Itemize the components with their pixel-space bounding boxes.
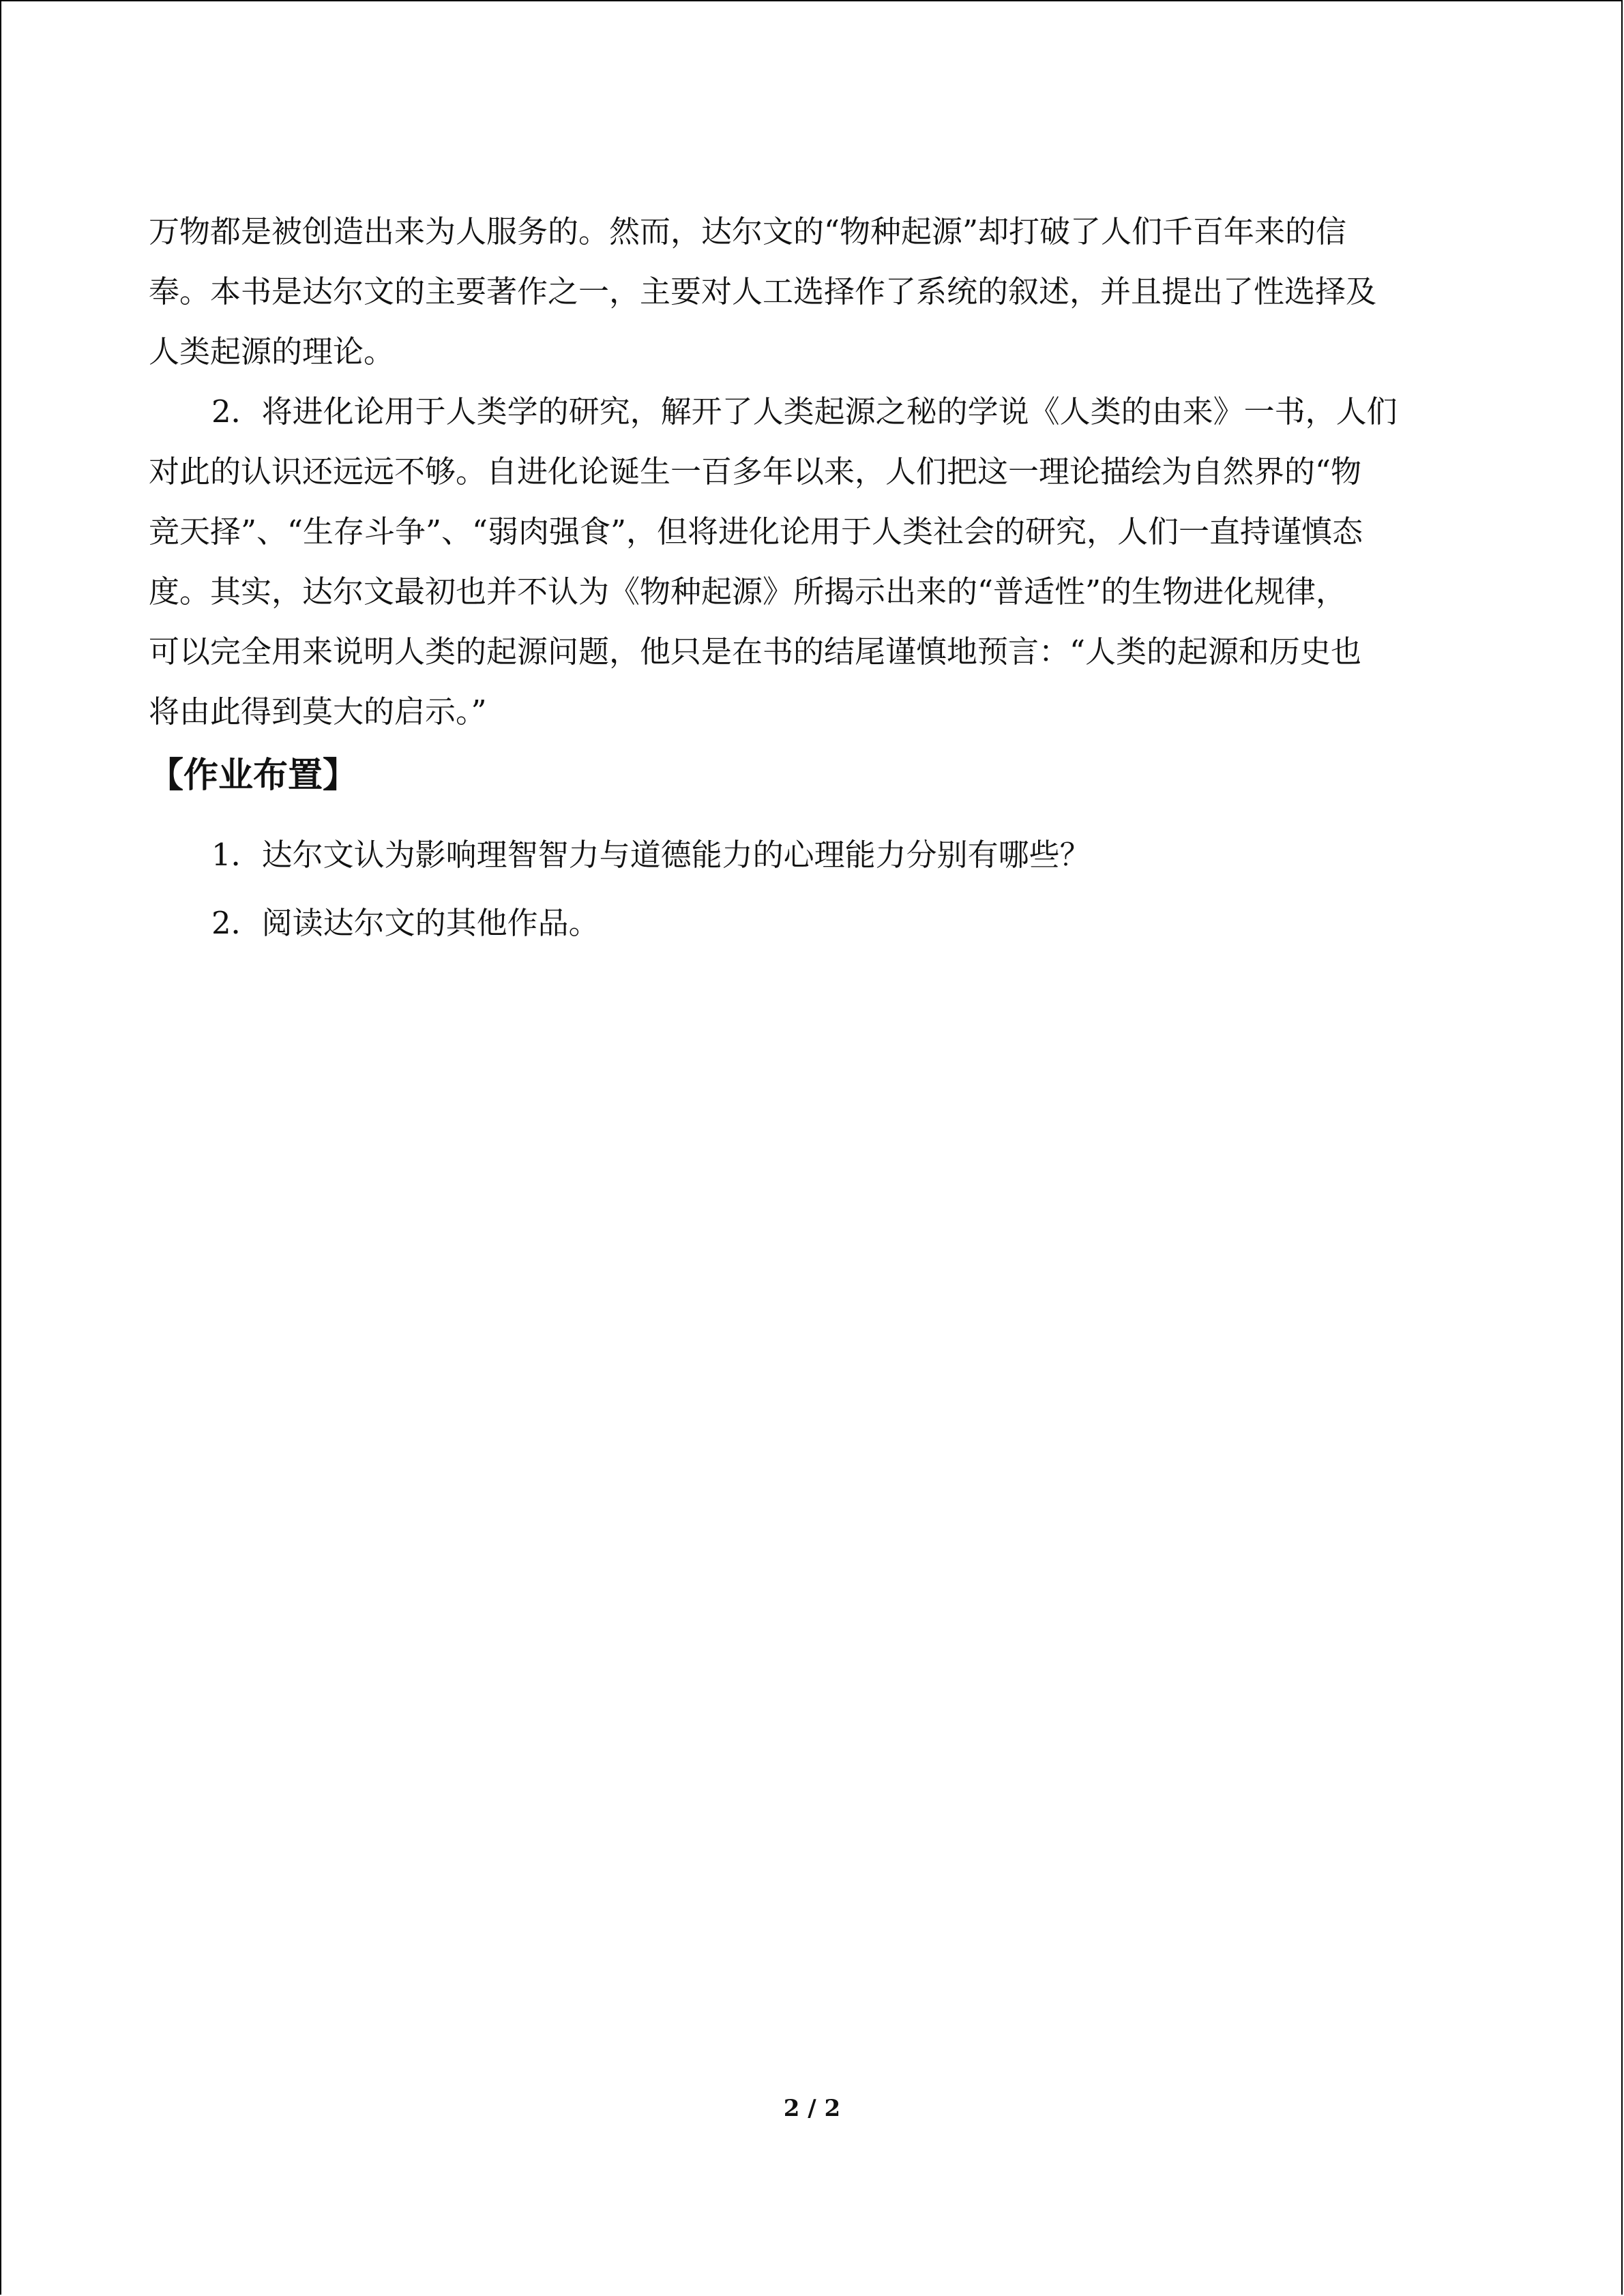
paragraph-line: 万物都是被创造出来为人服务的。然而，达尔文的“物种起源”却打破了人们千百年来的信 — [149, 213, 1347, 250]
homework-heading: 【作业布置】 — [149, 756, 358, 796]
paragraph-line: 度。其实，达尔文最初也并不认为《物种起源》所揭示出来的“普适性”的生物进化规律， — [149, 573, 1347, 610]
paragraph-1 — [149, 202, 1479, 382]
page-number: 2 / 2 — [783, 2095, 841, 2122]
paragraph-2 — [149, 382, 1479, 742]
paragraph-line: 竞天择”、“生存斗争”、“弱肉强食”，但将进化论用于人类社会的研究，人们一直持谨慎态 — [149, 513, 1363, 550]
paragraph-line: 可以完全用来说明人类的起源问题，他只是在书的结尾谨慎地预言：“人类的起源和历史也 — [149, 633, 1362, 670]
paragraph-line: 奉。本书是达尔文的主要著作之一，主要对人工选择作了系统的叙述，并且提出了性选择及 — [149, 273, 1377, 310]
homework-item: 1．达尔文认为影响理智智力与道德能力的心理能力分别有哪些？ — [211, 837, 1091, 873]
paragraph-line: 对此的认识还远远不够。自进化论诞生一百多年以来，人们把这一理论描绘为自然界的“物 — [149, 453, 1362, 490]
paragraph-line: 2．将进化论用于人类学的研究，解开了人类起源之秘的学说《人类的由来》一书，人们 — [211, 393, 1398, 430]
paragraph-line: 人类起源的理论。 — [149, 333, 395, 370]
document-body — [149, 202, 1479, 957]
homework-item: 2．阅读达尔文的其他作品。 — [211, 905, 600, 941]
homework-list — [149, 821, 1479, 957]
paragraph-line: 将由此得到莫大的启示。” — [149, 694, 487, 730]
